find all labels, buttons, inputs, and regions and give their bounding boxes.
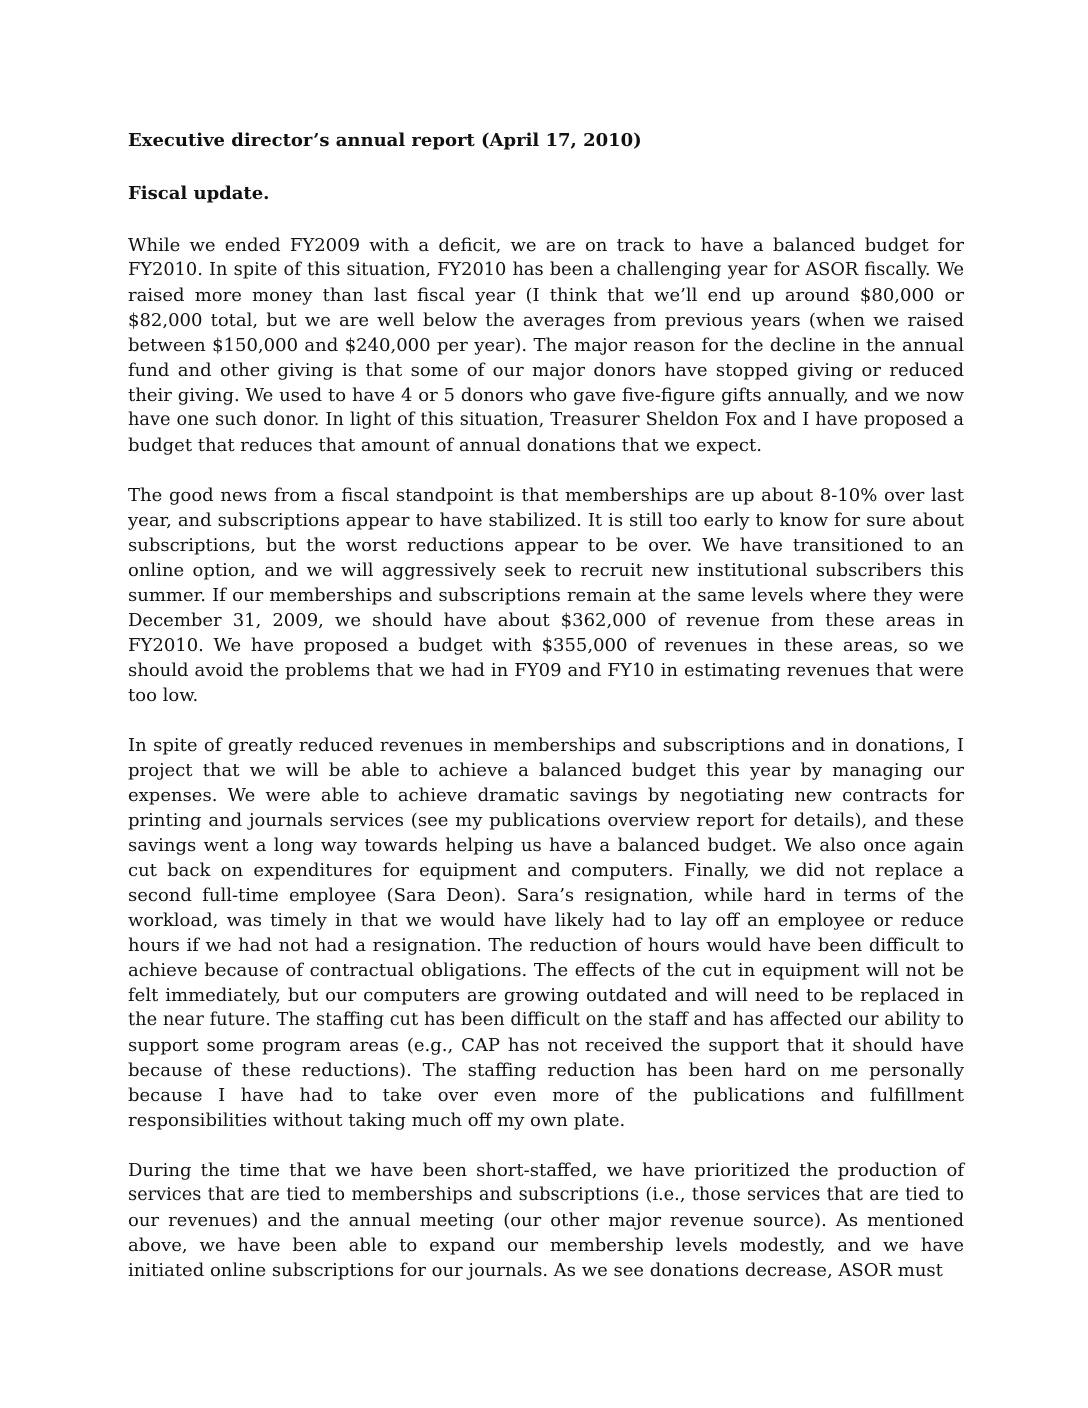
paragraph-line: summer. If our memberships and subscriptions remain at the same levels where they were xyxy=(128,585,964,606)
paragraph-line: The good news from a fiscal standpoint is that memberships are up about 8-10% over last xyxy=(128,485,964,506)
body-paragraph xyxy=(128,733,964,1133)
paragraph-line: our revenues) and the annual meeting (our other major revenue source). As mentioned xyxy=(128,1210,964,1231)
paragraph-line: raised more money than last fiscal year (I think that we’ll end up around $80,000 or xyxy=(128,285,964,306)
paragraph-line: In spite of greatly reduced revenues in memberships and subscriptions and in donations, I xyxy=(128,735,964,756)
paragraph-line: because of these reductions). The staffing reduction has been hard on me personally xyxy=(128,1060,964,1081)
paragraph-line: between $150,000 and $240,000 per year). The major reason for the decline in the annual xyxy=(128,335,964,356)
paragraph-line: subscriptions, but the worst reductions appear to be over. We have transitioned to an xyxy=(128,535,964,556)
paragraph-line: should avoid the problems that we had in FY09 and FY10 in estimating revenues that were xyxy=(128,660,964,681)
paragraph-line: support some program areas (e.g., CAP has not received the support that it should have xyxy=(128,1035,964,1056)
paragraph-line: achieve because of contractual obligations. The effects of the cut in equipment will not be xyxy=(128,960,964,981)
paragraph-line: year, and subscriptions appear to have stabilized. It is still too early to know for sure about xyxy=(128,510,964,531)
paragraph-line: FY2010. In spite of this situation, FY2010 has been a challenging year for ASOR fiscally. We xyxy=(128,260,964,280)
paragraph-line: savings went a long way towards helping us have a balanced budget. We also once again xyxy=(128,835,964,856)
paragraph-line: online option, and we will aggressively seek to recruit new institutional subscribers this xyxy=(128,560,964,581)
section-heading-fiscal-update: Fiscal update. xyxy=(128,183,270,204)
paragraph-line: fund and other giving is that some of our major donors have stopped giving or reduced xyxy=(128,360,964,381)
paragraph-line: expenses. We were able to achieve dramatic savings by negotiating new contracts for xyxy=(128,785,964,806)
paragraph-list xyxy=(128,233,964,1283)
paragraph-line: FY2010. We have proposed a budget with $355,000 of revenues in these areas, so we xyxy=(128,635,964,656)
report-title: Executive director’s annual report (April 17, 2010) xyxy=(128,130,642,151)
paragraph-line: responsibilities without taking much off my own plate. xyxy=(128,1110,626,1131)
paragraph-line: their giving. We used to have 4 or 5 donors who gave five-figure gifts annually, and we now xyxy=(128,385,964,406)
paragraph-line: While we ended FY2009 with a deficit, we are on track to have a balanced budget for xyxy=(128,235,964,256)
paragraph-line: have one such donor. In light of this situation, Treasurer Sheldon Fox and I have proposed a xyxy=(128,410,964,430)
body-paragraph xyxy=(128,1158,964,1283)
paragraph-line: workload, was timely in that we would have likely had to lay off an employee or reduce xyxy=(128,910,964,931)
paragraph-line: because I have had to take over even more of the publications and fulfillment xyxy=(128,1085,964,1106)
body-paragraph xyxy=(128,233,964,458)
paragraph-line: initiated online subscriptions for our journals. As we see donations decrease, ASOR must xyxy=(128,1260,943,1281)
paragraph-line: $82,000 total, but we are well below the averages from previous years (when we raised xyxy=(128,310,964,331)
paragraph-line: felt immediately, but our computers are growing outdated and will need to be replaced in xyxy=(128,985,964,1006)
paragraph-line: too low. xyxy=(128,685,199,706)
paragraph-line: December 31, 2009, we should have about $362,000 of revenue from these areas in xyxy=(128,610,964,631)
paragraph-line: printing and journals services (see my publications overview report for details), and these xyxy=(128,810,964,831)
paragraph-line: the near future. The staffing cut has been difficult on the staff and has affected our ability to xyxy=(128,1010,964,1030)
document-body xyxy=(128,128,964,1308)
paragraph-line: cut back on expenditures for equipment and computers. Finally, we did not replace a xyxy=(128,860,964,881)
paragraph-line: project that we will be able to achieve a balanced budget this year by managing our xyxy=(128,760,964,781)
paragraph-line: above, we have been able to expand our membership levels modestly, and we have xyxy=(128,1235,964,1256)
paragraph-line: budget that reduces that amount of annual donations that we expect. xyxy=(128,435,762,456)
paragraph-line: During the time that we have been short-staffed, we have prioritized the production of xyxy=(128,1160,964,1181)
paragraph-line: hours if we had not had a resignation. The reduction of hours would have been difficult to xyxy=(128,935,964,956)
body-paragraph xyxy=(128,483,964,708)
paragraph-line: second full-time employee (Sara Deon). Sara’s resignation, while hard in terms of the xyxy=(128,885,964,906)
paragraph-line: services that are tied to memberships and subscriptions (i.e., those services that are tied to xyxy=(128,1185,964,1205)
